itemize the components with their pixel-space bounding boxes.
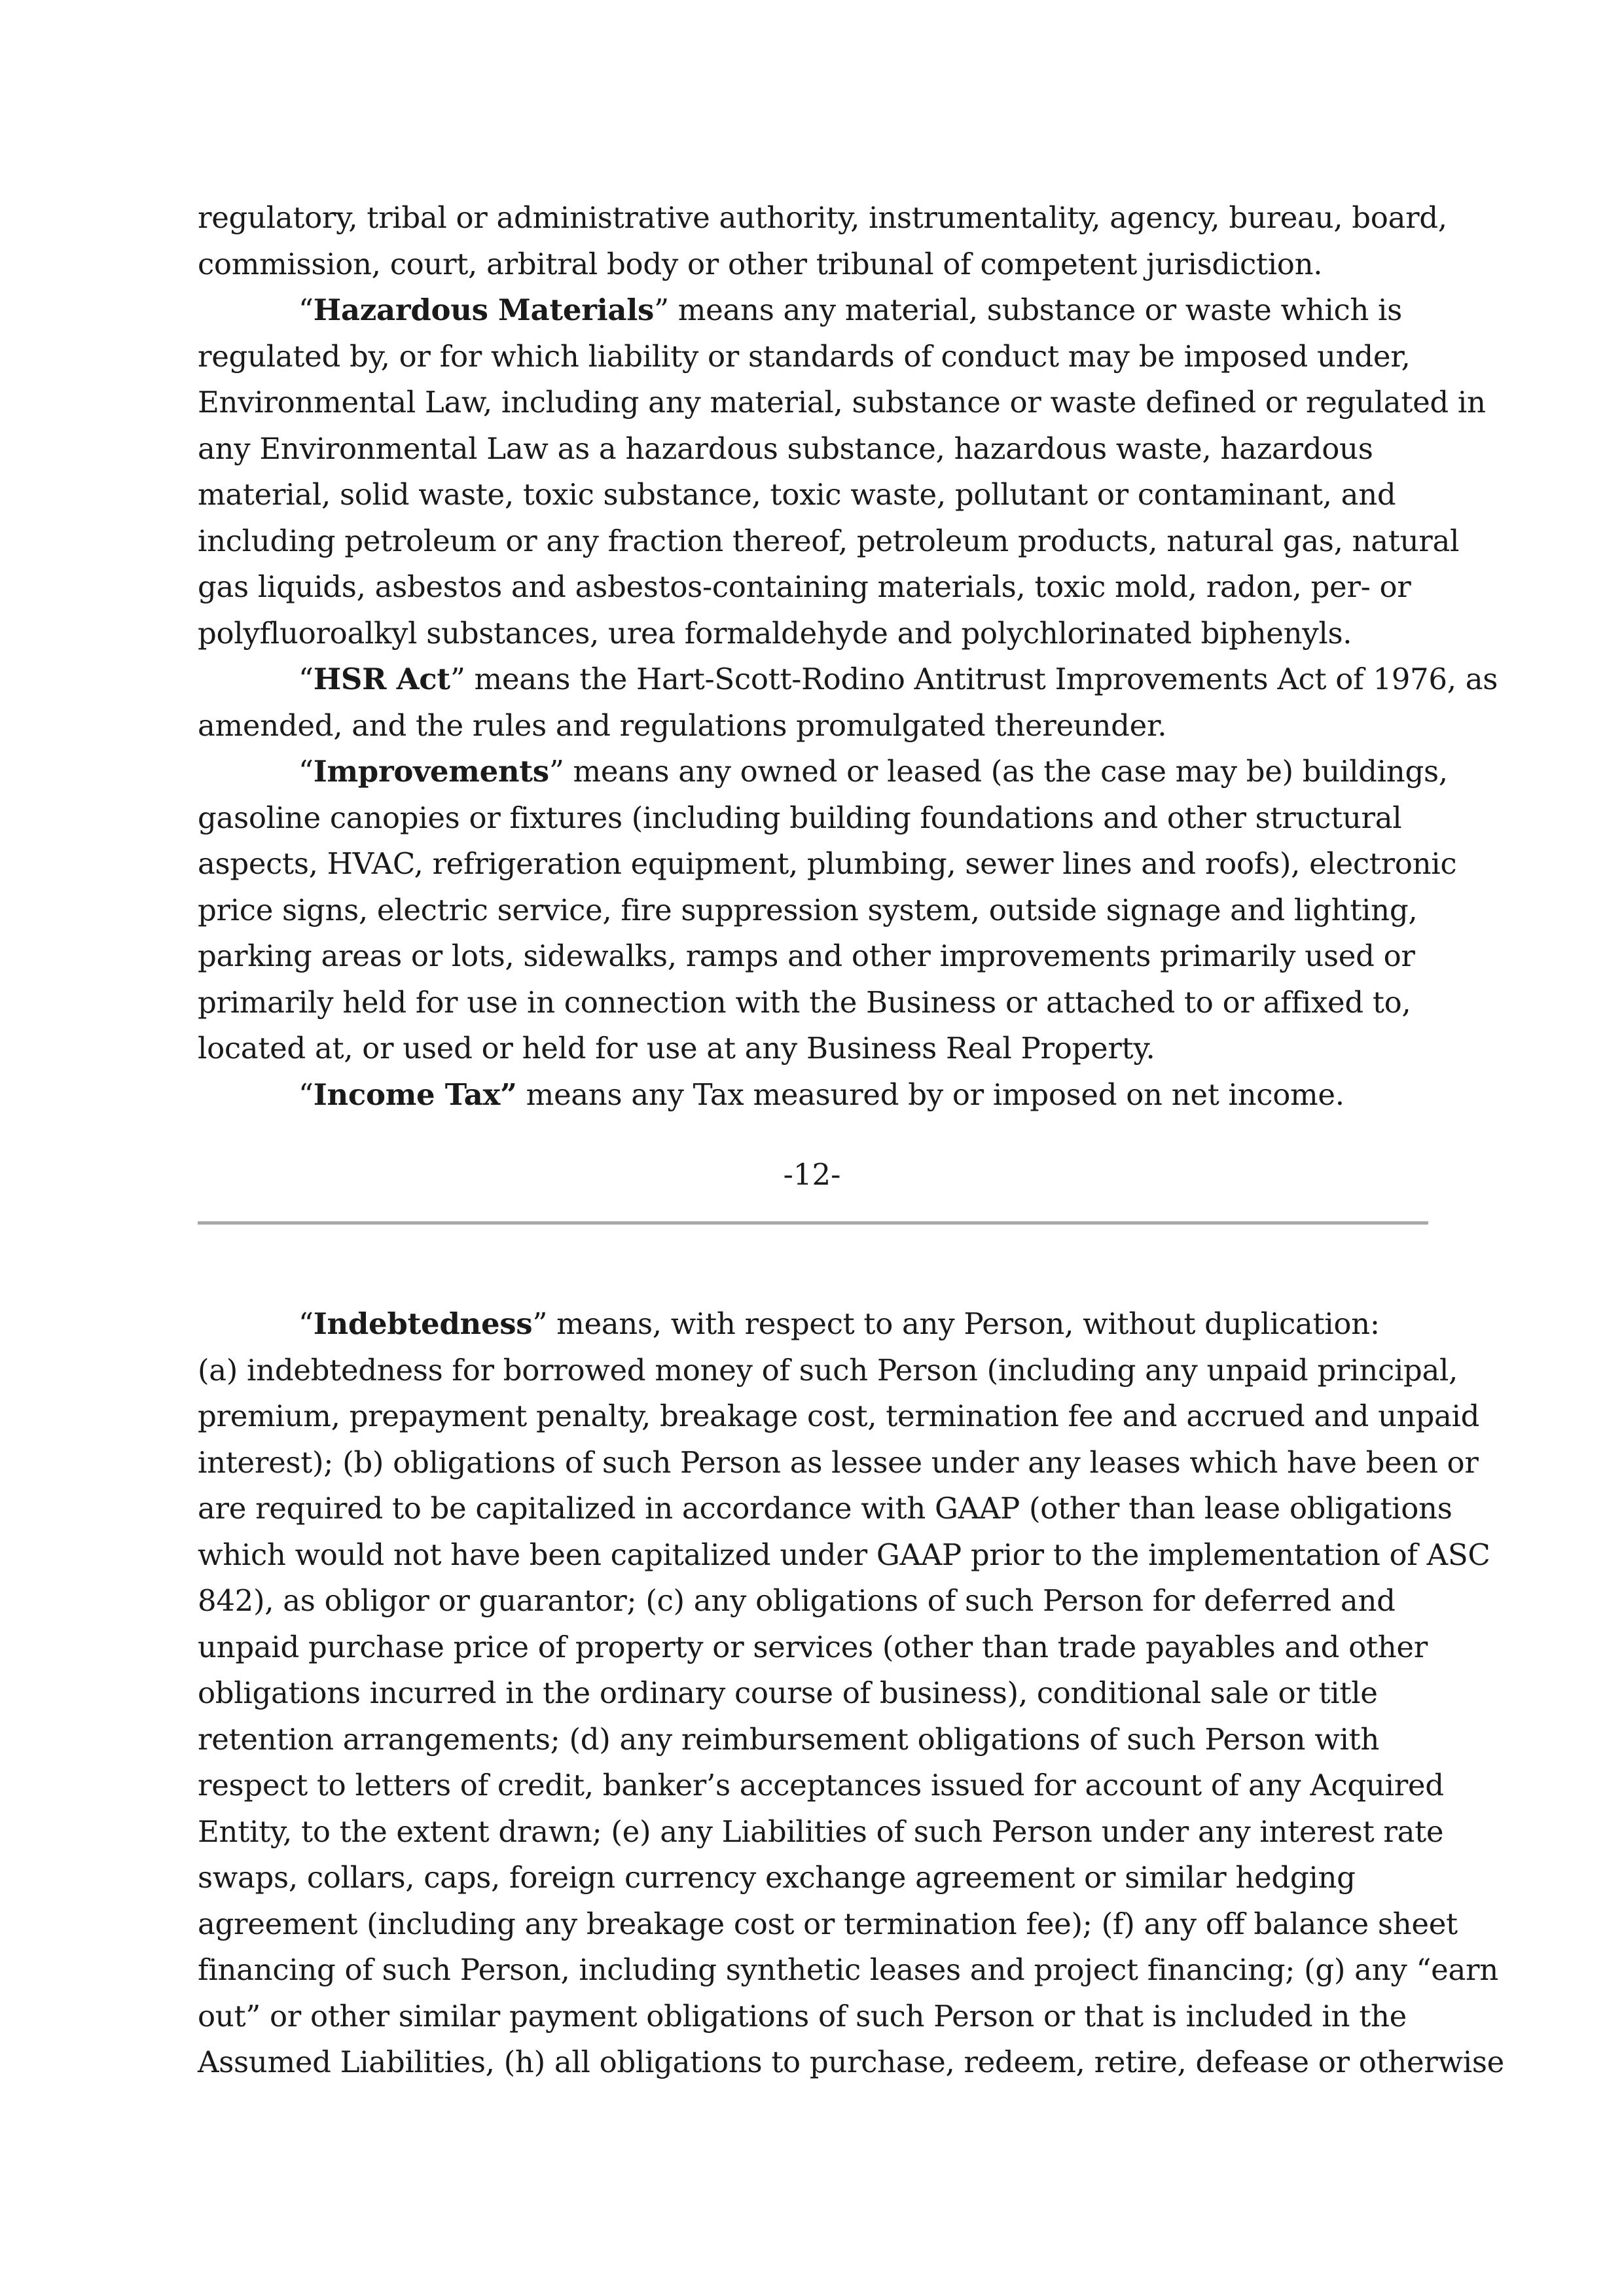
defined-term-hsr-act: HSR Act	[313, 662, 450, 696]
text-line: 842), as obligor or guarantor; (c) any obligations of such Person for deferred and	[198, 1583, 1396, 1618]
text-line: aspects, HVAC, refrigeration equipment, plumbing, sewer lines and roofs), electronic	[198, 846, 1457, 881]
text-line: swaps, collars, caps, foreign currency exchange agreement or similar hedging	[198, 1860, 1356, 1895]
text-line: are required to be capitalized in accordance with GAAP (other than lease obligations	[198, 1491, 1453, 1526]
text-line: out” or other similar payment obligations of such Person or that is included in the	[198, 1998, 1407, 2034]
page-number: -12-	[783, 1157, 841, 1192]
text-line: (a) indebtedness for borrowed money of such Person (including any unpaid principal,	[198, 1352, 1458, 1388]
text-line: polyfluoroalkyl substances, urea formaldehyde and polychlorinated biphenyls.	[198, 615, 1352, 651]
text-line: primarily held for use in connection with the Business or attached to or affixed to,	[198, 984, 1411, 1020]
text-line: gas liquids, asbestos and asbestos-containing materials, toxic mold, radon, per- or	[198, 569, 1411, 604]
text-line: unpaid purchase price of property or services (other than trade payables and other	[198, 1629, 1428, 1664]
definition-improvements-first-line: “Improvements” means any owned or leased (as the case may be) buildings,	[298, 754, 1448, 789]
text-line: parking areas or lots, sidewalks, ramps and other improvements primarily used or	[198, 939, 1415, 973]
text-line: including petroleum or any fraction thereof, petroleum products, natural gas, natural	[198, 523, 1460, 558]
defined-term-improvements: Improvements	[313, 754, 549, 789]
text-line: financing of such Person, including synthetic leases and project financing; (g) any “earn	[198, 1952, 1498, 1987]
text-line: Environmental Law, including any material, substance or waste defined or regulated in	[198, 385, 1486, 420]
definition-indebtedness-first-line: “Indebtedness” means, with respect to any Person, without duplication:	[298, 1306, 1380, 1341]
text-line: price signs, electric service, fire suppression system, outside signage and lighting,	[198, 892, 1418, 927]
page-13-body	[198, 1301, 1504, 2086]
definition-income-tax-first-line: “Income Tax” means any Tax measured by or imposed on net income.	[298, 1077, 1344, 1112]
defined-term-income-tax: Income Tax”	[313, 1077, 517, 1112]
text-line: retention arrangements; (d) any reimbursement obligations of such Person with	[198, 1721, 1380, 1757]
text-line: Entity, to the extent drawn; (e) any Liabilities of such Person under any interest rate	[198, 1814, 1444, 1849]
defined-term-indebtedness: Indebtedness	[313, 1306, 533, 1341]
text-line: premium, prepayment penalty, breakage cost, termination fee and accrued and unpaid	[198, 1399, 1480, 1433]
text-line: commission, court, arbitral body or other tribunal of competent jurisdiction.	[198, 246, 1323, 281]
text-line: respect to letters of credit, banker’s acceptances issued for account of any Acquired	[198, 1768, 1444, 1803]
text-line: which would not have been capitalized under GAAP prior to the implementation of ASC	[198, 1537, 1490, 1572]
text-line: material, solid waste, toxic substance, toxic waste, pollutant or contaminant, and	[198, 477, 1396, 512]
definition-hazardous-materials-first-line: “Hazardous Materials” means any material, substance or waste which is	[298, 293, 1402, 327]
definition-hsr-act-first-line: “HSR Act” means the Hart-Scott-Rodino Antitrust Improvements Act of 1976, as	[298, 662, 1498, 696]
defined-term-hazardous-materials: Hazardous Materials	[313, 293, 655, 327]
page-break-divider	[198, 1221, 1428, 1225]
text-line: any Environmental Law as a hazardous substance, hazardous waste, hazardous	[198, 431, 1373, 466]
text-line: regulated by, or for which liability or standards of conduct may be imposed under,	[198, 338, 1411, 374]
text-line: interest); (b) obligations of such Person as lessee under any leases which have been or	[198, 1444, 1479, 1480]
page-12-body	[198, 195, 1498, 1118]
text-line: gasoline canopies or fixtures (including building foundations and other structural	[198, 800, 1402, 835]
text-line: regulatory, tribal or administrative authority, instrumentality, agency, bureau, board,	[198, 200, 1447, 235]
text-line: Assumed Liabilities, (h) all obligations to purchase, redeem, retire, defease or otherwise	[198, 2045, 1504, 2079]
text-line: located at, or used or held for use at any Business Real Property.	[198, 1031, 1155, 1066]
text-line: obligations incurred in the ordinary course of business), conditional sale or title	[198, 1676, 1378, 1710]
text-line: agreement (including any breakage cost or termination fee); (f) any off balance sheet	[198, 1906, 1458, 1941]
text-line: amended, and the rules and regulations promulgated thereunder.	[198, 708, 1167, 743]
